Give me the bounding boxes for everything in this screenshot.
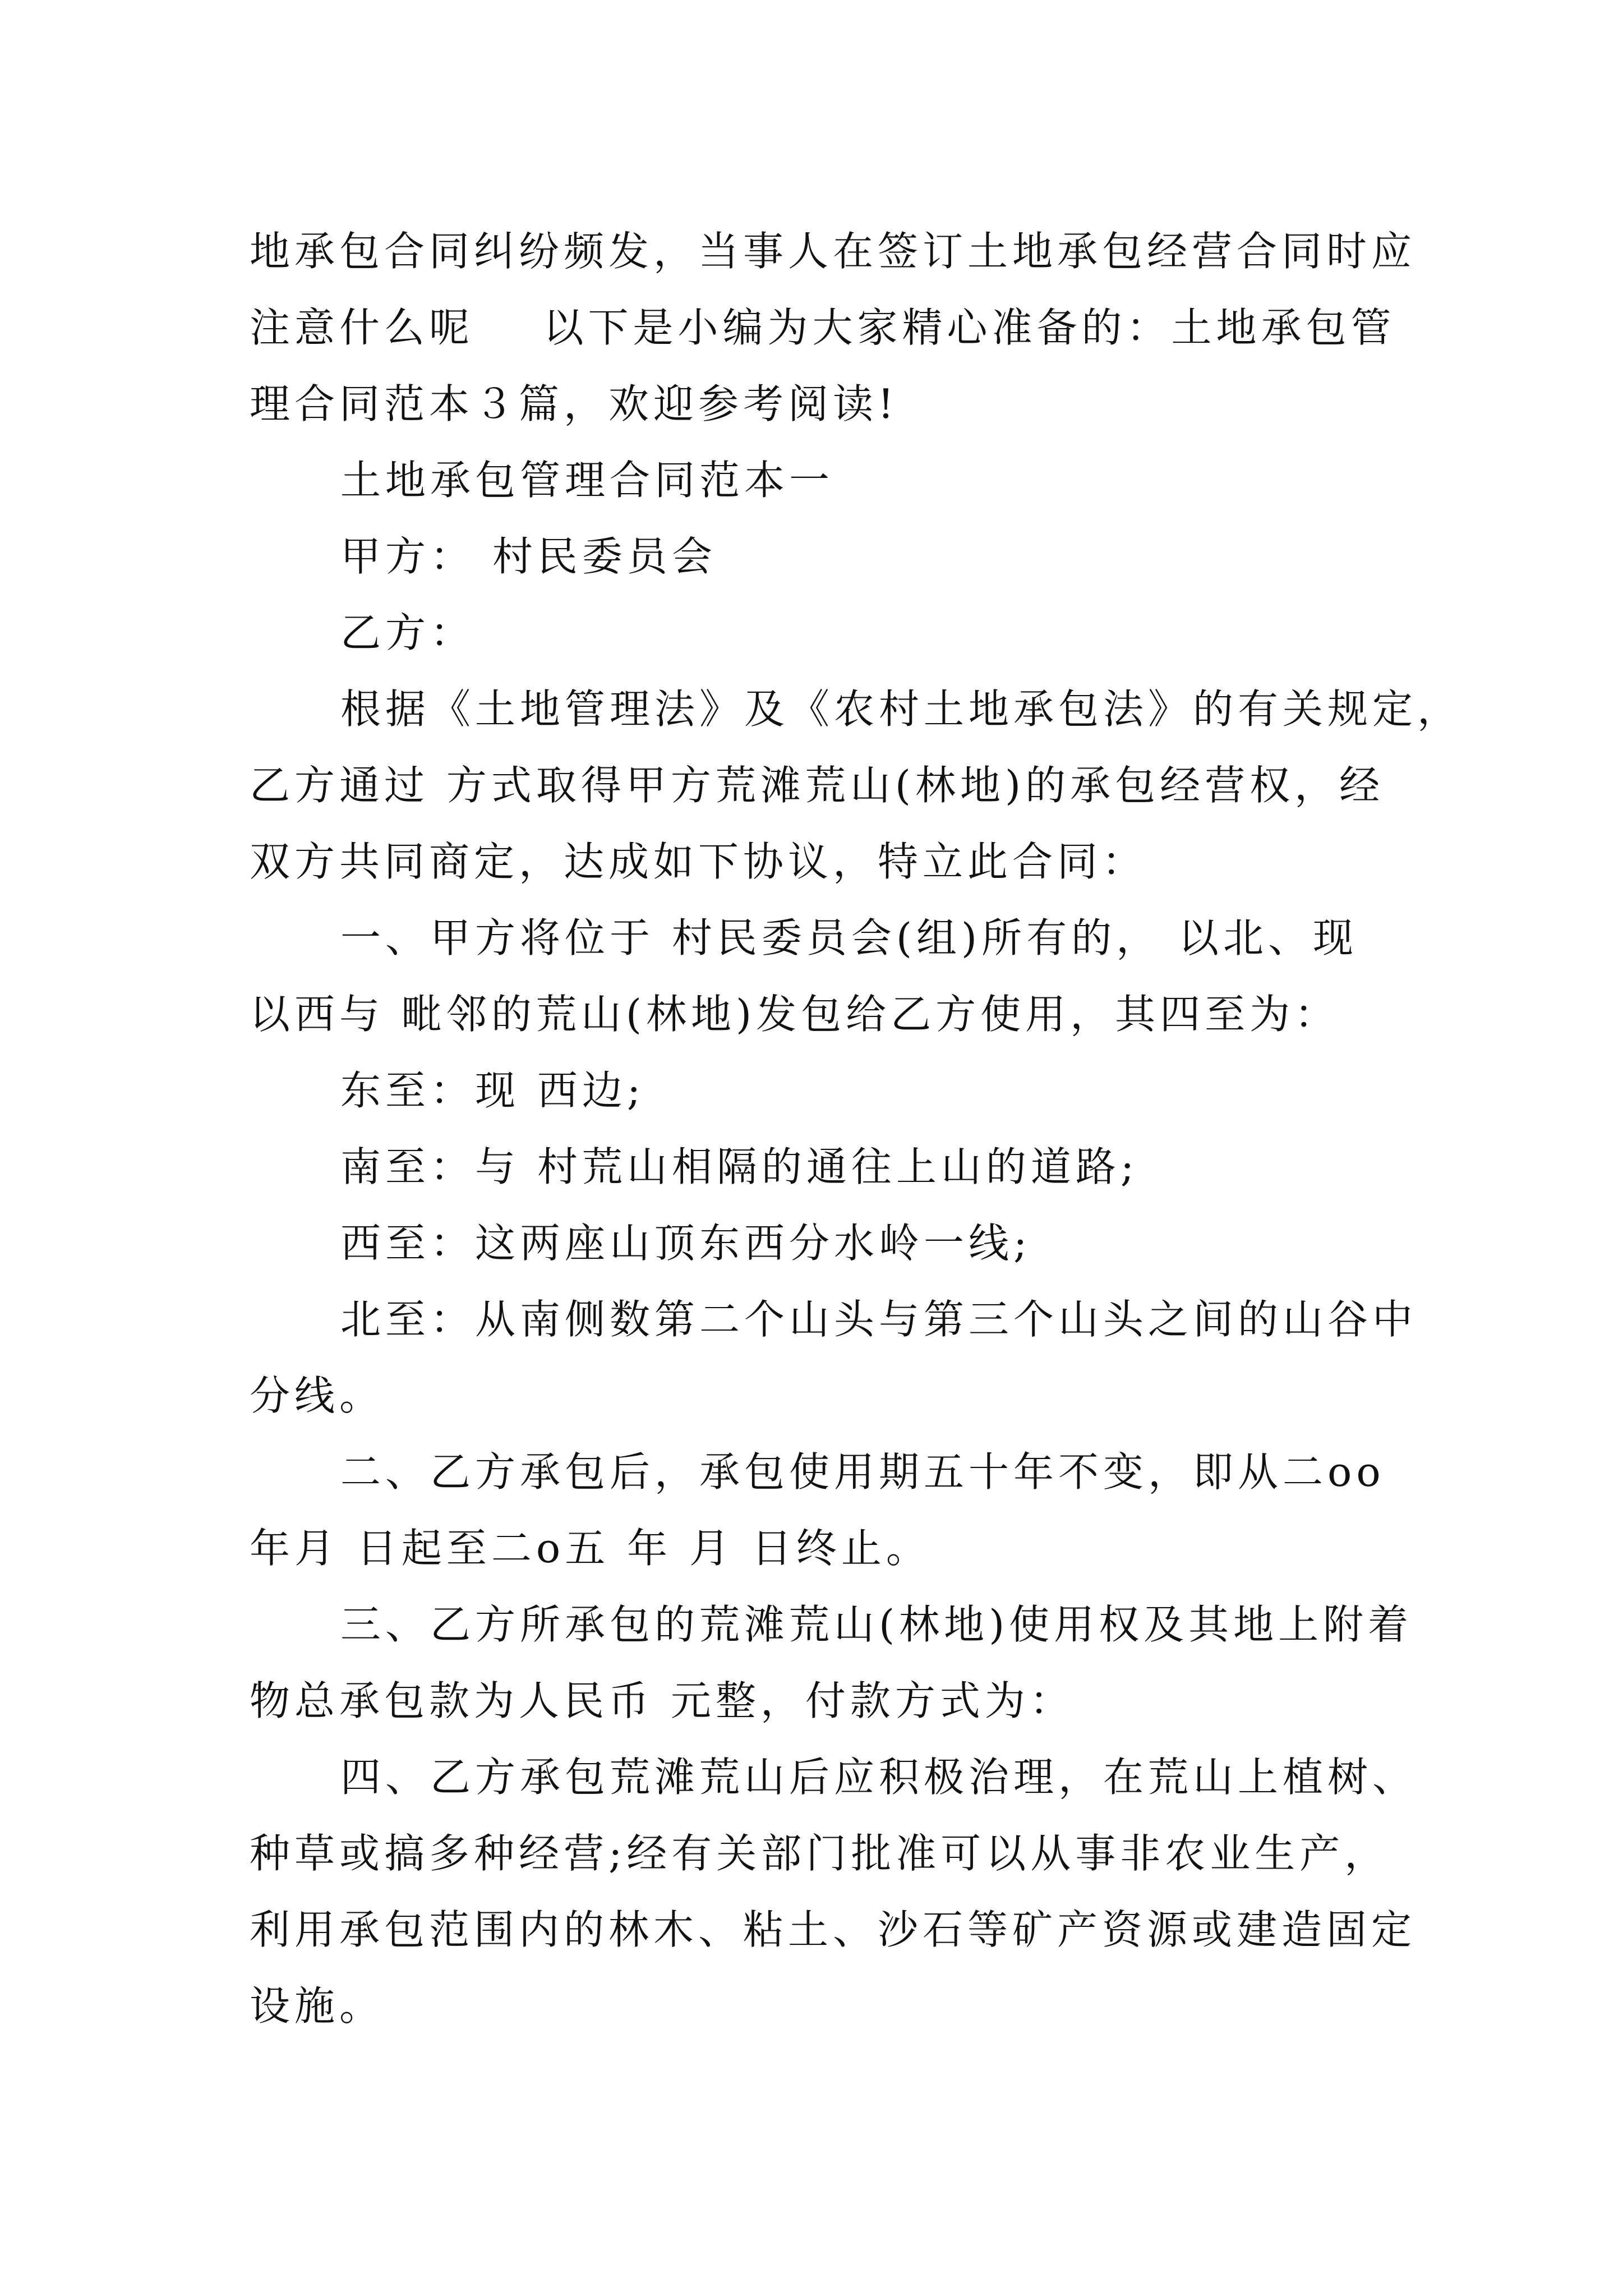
clause-line: 种草或搞多种经营;经有关部门批准可以从事非农业生产， [250,1830,1390,1877]
paragraph-line: 地承包合同纠纷频发，当事人在签订土地承包经营合同时应 [250,228,1417,275]
paragraph-line: 理合同范本３篇，欢迎参考阅读! [250,380,898,427]
paragraph-line: 根据《土地管理法》及《农村土地承包法》的有关规定， [340,685,1463,733]
boundary-north: 北至：从南侧数第二个山头与第三个山头之间的山谷中 [340,1296,1418,1343]
clause-line: 物总承包款为人民币 元整，付款方式为： [250,1677,1075,1724]
boundary-south: 南至：与 村荒山相隔的通往上山的道路; [340,1143,1139,1190]
clause-line: 二、乙方承包后，承包使用期五十年不变，即从二oo [340,1448,1385,1496]
paragraph-line: 注意什么呢 以下是小编为大家精心准备的：土地承包管 [250,304,1396,351]
clause-line: 三、乙方所承包的荒滩荒山(林地)使用权及其地上附着 [340,1601,1413,1648]
clause-line: 利用承包范围内的林木、粘土、沙石等矿产资源或建造固定 [250,1906,1417,1953]
document-body [250,213,1463,2044]
party-b-line: 乙方： [340,609,476,656]
paragraph-line: 双方共同商定，达成如下协议，特立此合同： [250,838,1147,885]
clause-line: 一、甲方将位于 村民委员会(组)所有的， 以北、现 [340,914,1358,961]
paragraph-line: 乙方通过 方式取得甲方荒滩荒山(林地)的承包经营权，经 [250,762,1385,809]
party-a-line: 甲方： 村民委员会 [340,533,717,580]
boundary-west: 西至：这两座山顶东西分水岭一线; [340,1220,1032,1267]
clause-line: 设施。 [250,1982,385,2030]
clause-line: 年月 日起至二o五 年 月 日终止。 [250,1525,931,1572]
clause-line: 以西与 毗邻的荒山(林地)发包给乙方使用，其四至为： [250,991,1340,1038]
section-heading: 土地承包管理合同范本一 [340,457,834,504]
paragraph-line: 分线。 [250,1372,385,1419]
boundary-east: 东至：现 西边; [340,1067,645,1114]
clause-line: 四、乙方承包荒滩荒山后应积极治理，在荒山上植树、 [340,1754,1418,1801]
